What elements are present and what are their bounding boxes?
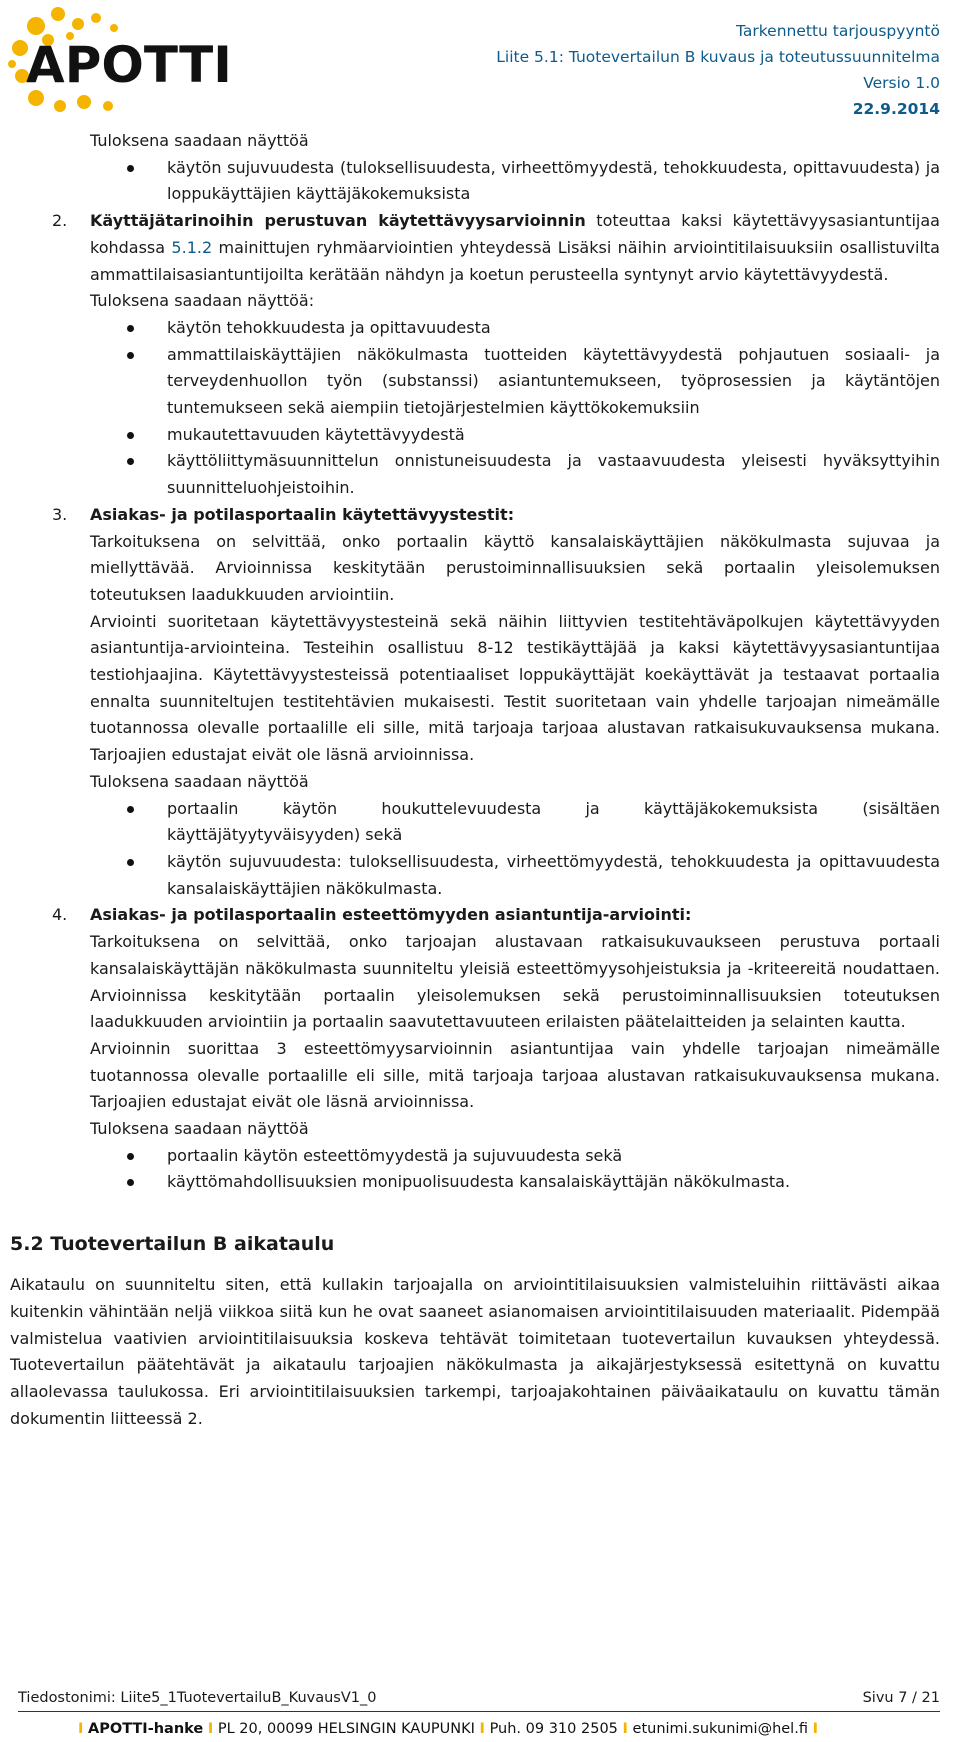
list-number: 4. [52, 905, 68, 925]
paragraph: Tarkoituksena on selvittää, onko portaalin käyttö kansalaiskäyttäjien näkökulmasta sujuvaa ja miellyttävää. Arvioinnissa keskitytään perustoiminnallisuuksien sekä portaalin yleisolemuksen toteutuksen laadukkuuden arviointiin. [90, 531, 940, 604]
bullet-text: käyttömahdollisuuksien monipuolisuudesta kansalaiskäyttäjän näkökulmasta. [167, 1172, 791, 1192]
bullet-text: käytön sujuvuudesta: tuloksellisuudesta, virheettömyydestä, tehokkuudesta ja opittavuudesta kansalaiskäyttäjien näkökulmasta. [167, 851, 940, 898]
footer-address: PL 20, 00099 HELSINGIN KAUPUNKI [217, 1721, 475, 1737]
paragraph: Arvioinnin suorittaa 3 esteettömyysarvioinnin asiantuntijaa vain yhdelle tarjoajan nimeämälle tuotannossa olevalle portaalille eli sille, mitä tarjoaja tarjoaa alustavan ratkaisukuvauksensa mukana. Tarjoajien edustajat eivät ole läsnä arvioinnissa. [90, 1038, 940, 1112]
bullet-text: käytön sujuvuudesta (tuloksellisuudesta, virheettömyydestä, tehokkuudesta, opittavuudesta) ja loppukäyttäjien käyttäjäkokemuksista [167, 157, 940, 204]
bullet-text: käyttöliittymäsuunnittelun onnistuneisuudesta ja vastaavuudesta yleisesti hyväksyttyihin suunnitteluohjeistoihin. [167, 451, 940, 498]
bullet-text: ammattilaiskäyttäjien näkökulmasta tuotteiden käytettävyydestä pohjautuen sosiaali- ja terveydenhuollon työn (substanssi) asiantuntemukseen, työprosessien ja käytäntöjen tuntemukseen sekä aiempiin tietojärjestelmien käyttökokemuksiin [167, 344, 940, 418]
bullet-icon [127, 806, 134, 813]
list-item-title: Asiakas- ja potilasportaalin käytettävyystestit: [90, 504, 515, 524]
document-body [0, 128, 960, 1432]
header-subtitle: Liite 5.1: Tuotevertailun B kuvaus ja toteutussuunnitelma [496, 48, 940, 66]
footer-contact [78, 1721, 818, 1737]
list-number: 3. [52, 504, 68, 524]
footer-email-link[interactable]: etunimi.sukunimi@hel.fi [632, 1721, 808, 1737]
bullet-icon [127, 859, 134, 866]
bullet-icon [127, 432, 134, 439]
result-intro-1: Tuloksena saadaan näyttöä [90, 131, 309, 150]
bullet-item [167, 342, 940, 422]
header-title: Tarkennettu tarjouspyyntö [735, 22, 940, 40]
list-item-3 [52, 502, 940, 529]
separator: I [622, 1721, 628, 1737]
logo-text: APOTTI [26, 36, 232, 94]
list-item-text: mainittujen ryhmäarviointien yhteydessä Lisäksi näihin arviointitilaisuuksiin osallistuvilta ammattilaisasiantuntijoilta kerätään nähdyn ja koetun perusteella syntynyt arvio käytettävyydestä. [90, 237, 940, 284]
bullet-text: käytön tehokkuudesta ja opittavuudesta [167, 317, 491, 337]
bullet-text: portaalin käytön esteettömyydestä ja sujuvuudesta sekä [167, 1145, 623, 1165]
bullet-item [167, 155, 940, 208]
list-item-text: toteuttaa kaksi käytettävyysasiantuntijaa kohdassa [90, 211, 940, 257]
section-heading: 5.2 Tuotevertailun B aikataulu [10, 1233, 335, 1256]
bullet-icon [127, 325, 134, 332]
list-item-title: Käyttäjätarinoihin perustuvan käytettävyysarvioinnin [90, 211, 586, 231]
separator: I [78, 1721, 84, 1737]
section-paragraph: Aikataulu on suunniteltu siten, että kullakin tarjoajalla on arviointitilaisuuksien valmisteluihin riittävästi aikaa kuitenkin vähintään neljä viikkoa siitä kun he ovat saaneet asianomaisen arviointitilaisuuden materiaalit. Pidempää valmistelua vaativien arviointitilaisuuksia koskeva tehtävät toimitetaan tuotevertailun kuvauksen yhteydessä. Tuotevertailun päätehtävät ja aikataulu tarjoajien näkökulmasta ja aikajärjestyksessä esitettynä on kuvattu allaolevassa taulukossa. Eri arviointitilaisuuksien tarkempi, tarjoajakohtainen päiväaikataulu on kuvattu tämän dokumentin liitteessä 2. [10, 1275, 940, 1428]
bullet-item [167, 1169, 940, 1196]
bullet-item [167, 849, 940, 902]
separator: I [812, 1721, 818, 1737]
bullet-text: portaalin käytön houkuttelevuudesta ja käyttäjäkokemuksista (sisältäen käyttäjätyytyväisyyden) sekä [167, 798, 940, 845]
bullet-icon [127, 165, 134, 172]
list-number: 2. [52, 211, 68, 231]
bullet-icon [127, 458, 134, 465]
apotti-logo [8, 6, 248, 114]
page-number: Sivu 7 / 21 [862, 1690, 940, 1706]
separator: I [479, 1721, 485, 1737]
bullet-item [167, 1143, 940, 1170]
document-header [496, 18, 940, 122]
bullet-icon [127, 352, 134, 359]
bullet-item [167, 796, 940, 849]
list-item-2 [52, 208, 940, 288]
bullet-text: mukautettavuuden käytettävyydestä [167, 424, 465, 444]
list-item-4 [52, 902, 940, 929]
result-intro-4: Tuloksena saadaan näyttöä [90, 1119, 309, 1139]
paragraph: Tarkoituksena on selvittää, onko tarjoajan alustavaan ratkaisukuvaukseen perustuva portaali kansalaiskäyttäjän näkökulmasta suunniteltu yleisiä esteettömyysohjeistuksia ja -kriteereitä noudattaen. Arvioinnissa keskitytään portaalin yleisolemuksen sekä perustoiminnallisuuksien toteutuksen laadukkuuden arviointiin ja portaalin saavutettavuuteen erilaisten päätelaitteiden ja selainten kautta. [90, 932, 940, 1032]
header-date: 22.9.2014 [852, 100, 940, 118]
bullet-item [167, 315, 940, 342]
footer-divider [18, 1711, 940, 1712]
paragraph: Arviointi suoritetaan käytettävyystesteinä sekä näihin liittyvien testitehtäväpolkujen käytettävyyden asiantuntija-arviointeina. Testeihin osallistuu 8-12 testikäyttäjää ja kaksi käytettävyysasiantuntijaa testiohjaajina. Käytettävyystesteissä potentiaaliset loppukäyttäjät koekäyttävät ja testaavat portaalia ennalta suunniteltujen testitehtävien mukaisesti. Testit suoritetaan vain yhdelle tarjoajan nimeämälle tuotannossa olevalle portaalille eli sille, mitä tarjoaja tarjoaa alustavan ratkaisukuvauksensa mukana. Tarjoajien edustajat eivät ole läsnä arvioinnissa. [90, 611, 940, 765]
bullet-item [167, 448, 940, 501]
footer-org: APOTTI-hanke [88, 1721, 204, 1737]
footer-phone: Puh. 09 310 2505 [489, 1721, 618, 1737]
bullet-icon [127, 1153, 134, 1160]
header-version: Versio 1.0 [863, 74, 940, 92]
bullet-icon [127, 1179, 134, 1186]
footer-filename: Tiedostonimi: Liite5_1TuotevertailuB_KuvausV1_0 [18, 1690, 377, 1706]
bullet-item [167, 422, 940, 449]
list-item-title: Asiakas- ja potilasportaalin esteettömyyden asiantuntija-arviointi: [90, 905, 692, 925]
section-reference-link[interactable]: 5.1.2 [171, 237, 213, 257]
separator: I [207, 1721, 214, 1737]
result-intro-3: Tuloksena saadaan näyttöä [90, 771, 309, 791]
result-intro-2: Tuloksena saadaan näyttöä: [90, 291, 315, 311]
